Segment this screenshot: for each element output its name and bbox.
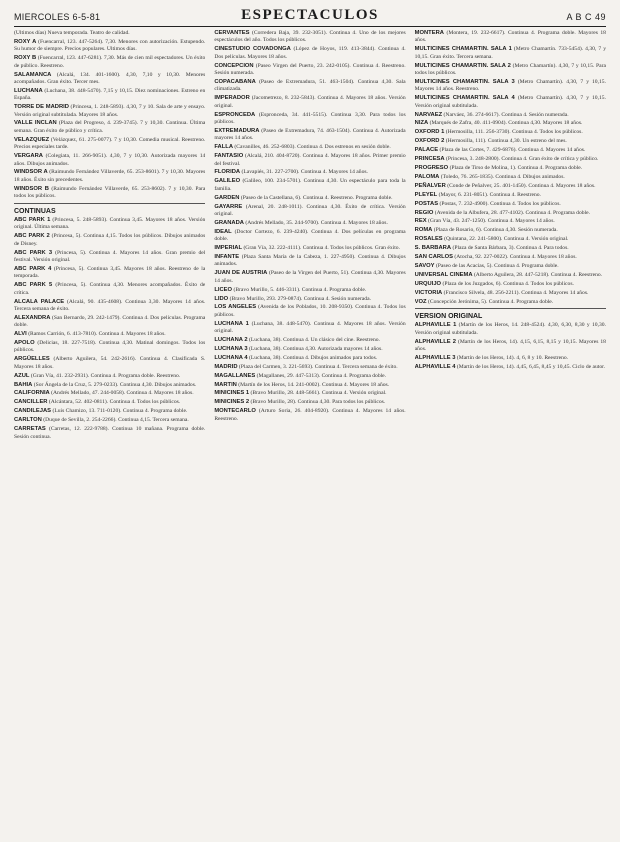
listing-entry bbox=[14, 315, 205, 330]
listing-text: (Lavapiés, 31. 227-2700). Continua 4. Mayores 14 años. bbox=[241, 169, 368, 176]
listing-entry bbox=[14, 282, 205, 297]
listing-text: (Doctor Cortezo, 6. 239-4240). Continua 4. Dos películas en programa doble. bbox=[214, 228, 406, 243]
listing-entry bbox=[415, 290, 606, 297]
venue-name: POSTAS bbox=[414, 200, 439, 207]
listing-entry bbox=[14, 390, 205, 397]
listing-text: (Paseo de Extremadura, 51. 463-1504). Continua 4,30. Sala climatizada. bbox=[214, 78, 406, 93]
venue-name: ABC PARK 3 bbox=[14, 249, 53, 256]
listing-entry bbox=[415, 192, 606, 199]
listing-text: (López de Hoyos, 119. 413-3844). Continua 4. Dos películas. Mayores 18 años. bbox=[214, 46, 406, 60]
venue-name: VOZ bbox=[414, 298, 427, 305]
venue-name: OXFORD 1 bbox=[414, 129, 445, 136]
listing-text: (Andrés Mellado, 35. 244-9700). Continua 4. Mayores 18 años. bbox=[245, 219, 388, 226]
venue-name: NIZA bbox=[414, 120, 429, 127]
listing-entry bbox=[214, 390, 405, 397]
listing-text: (Carretas, 12. 222-9788). Continua 10 mañana. Programa doble. Sesión continua. bbox=[14, 426, 206, 440]
listing-text: (Princesa, 5). Continua 4,30. Menores acompañados. Éxito de crítica. bbox=[14, 282, 206, 296]
venue-name: ALPHAVILLE 1 bbox=[414, 322, 457, 329]
listing-text: (Sor Ángela de la Cruz, 5. 279-0233). Continua 4,30. Dibujos animados. bbox=[33, 381, 197, 388]
listing-entry bbox=[214, 245, 405, 252]
venue-name: CALIFORNIA bbox=[14, 390, 50, 397]
venue-name: MADRID bbox=[214, 363, 238, 370]
venue-name: LUCHANA bbox=[14, 87, 43, 94]
listing-text: (Corredera Baja, 39. 232-3051). Continua 4. Uno de los mejores espectáculos del año. Todos los públicos. bbox=[214, 30, 406, 44]
listing-entry bbox=[214, 296, 405, 303]
listing-entry bbox=[214, 373, 405, 380]
listing-text: (Espronceda, 34. 441-5515). Continua 3,30. Para todos los públicos. bbox=[214, 111, 406, 125]
listing-text: (Raimundo Fernández Villaverde, 65. 253-8601). 7 y 10,30. Mayores 18 años. Éxito sin precedentes. bbox=[14, 169, 206, 183]
listing-text: (Martín de los Heros, 14). 4,45, 6,45, 8,45 y 10,45. Ciclo de autor. bbox=[456, 363, 606, 370]
venue-name: GAYARRE bbox=[214, 203, 243, 210]
venue-name: MARTIN bbox=[214, 381, 237, 388]
listing-entry bbox=[214, 254, 405, 269]
venue-name: PRINCESA bbox=[414, 156, 445, 163]
listing-entry bbox=[415, 254, 606, 261]
listing-entry bbox=[214, 63, 405, 78]
listings-columns bbox=[14, 30, 606, 838]
listing-entry bbox=[415, 95, 606, 110]
listing-text: (Atocha, 92. 227-0022). Continua 4. Mayores 18 años. bbox=[454, 254, 577, 261]
venue-name: GALILEO bbox=[214, 178, 241, 185]
listing-text: (Princesa, 5). Continua 3,45. Mayores 18 años. Reestreno de la temporada. bbox=[14, 265, 206, 280]
listing-entry bbox=[214, 178, 405, 193]
listing-entry bbox=[214, 169, 405, 176]
listing-text: (Metro Chamartín). 4,30, 7 y 10,15. Mayores 14 años. Reestreno. bbox=[414, 78, 606, 93]
listing-text: (Metro Chamartín. 733-5454). 4,30, 7 y 10,15. Gran éxito. Tercera semana. bbox=[414, 46, 606, 60]
venue-name: ROMA bbox=[414, 227, 433, 234]
listing-entry bbox=[415, 364, 606, 371]
listing-text: (Gran Vía, 32. 222-4111). Continua 4. Todos los públicos. Gran éxito. bbox=[243, 245, 400, 252]
listing-entry bbox=[214, 346, 405, 353]
venue-name: NARVAEZ bbox=[414, 111, 443, 118]
venue-name: CARLTON bbox=[14, 417, 42, 424]
listing-entry bbox=[214, 128, 405, 143]
listing-text: (Mayor, 6. 231-8051). Continua 4. Reestreno. bbox=[438, 191, 541, 198]
venue-name: IMPERADOR bbox=[214, 95, 250, 102]
divider bbox=[14, 203, 205, 204]
venue-name: CINESTUDIO COVADONGA bbox=[214, 46, 291, 53]
listing-entry bbox=[14, 72, 205, 87]
listing-text: (Magallanes, 29. 447-5313). Continua 4. Programa doble. bbox=[256, 372, 387, 379]
subsection-heading: CONTINUAS bbox=[14, 207, 56, 215]
listing-entry bbox=[415, 30, 606, 45]
venue-name: IDEAL bbox=[214, 228, 232, 235]
listing-entry bbox=[415, 46, 606, 61]
venue-name: CARRETAS bbox=[14, 426, 46, 433]
listing-entry bbox=[415, 218, 606, 225]
listing-entry bbox=[415, 63, 606, 78]
listing-text: (Colegiata, 11. 266-9051). 4,30, 7 y 10,30. Autorizada mayores 14 años. Dibujos animados. bbox=[14, 153, 206, 167]
listing-text: (Hermosilla, 111. 256-3730). Continua 4. Todos los públicos. bbox=[445, 129, 583, 136]
listing-text: (Alcántara, 52. 402-0811). Continua 4. Todos los públicos. bbox=[48, 399, 181, 406]
listing-text: (Marqués de Zafra, 40. 411-0904). Continua 4,30. Mayores 18 años. bbox=[429, 120, 583, 127]
listing-text: (Hermosilla, 111). Continua 4,30. Un estreno del mes. bbox=[445, 138, 567, 145]
listing-entry bbox=[14, 137, 205, 152]
venue-name: WINDSOR A bbox=[14, 169, 48, 176]
listing-entry bbox=[214, 30, 405, 45]
venue-name: LIDO bbox=[214, 295, 229, 302]
listing-text: (Alcalá, 90. 435-4608). Continua 3,30. Mayores 14 años. Tercera semana de éxito. bbox=[14, 298, 206, 312]
listing-entry bbox=[415, 339, 606, 354]
venue-name: JUAN DE AUSTRIA bbox=[214, 270, 268, 277]
listing-entry bbox=[14, 408, 205, 415]
venue-name: LICEO bbox=[214, 286, 233, 293]
listing-text: (Princesa, 5). Continua 4. Mayores 14 años. Gran premio del festival. Versión original. bbox=[14, 249, 206, 263]
listing-entry bbox=[214, 153, 405, 168]
listing-text: (Plaza de Tirso de Molina, 1). Continua 4. Programa doble. bbox=[449, 165, 583, 171]
listing-text: (Bravo Murillo, 5. 446-3311). Continua 4. Programa doble. bbox=[233, 286, 367, 293]
venue-name: PLEYEL bbox=[414, 191, 438, 198]
listing-text: (Luchana, 38). Continua 4,30. Autorizada mayores 14 años. bbox=[249, 345, 383, 352]
listing-text: (Francisco Silvela, 48. 256-2211). Continua 4. Mayores 14 años. bbox=[443, 289, 589, 296]
listing-entry bbox=[415, 236, 606, 243]
paper-name-page-number: A B C 49 bbox=[566, 12, 606, 22]
listing-entry bbox=[14, 426, 205, 441]
listing-entry bbox=[415, 201, 606, 208]
venue-name: APOLO bbox=[14, 340, 35, 347]
venue-name: PEÑALVER bbox=[414, 182, 446, 189]
listing-entry bbox=[14, 217, 205, 232]
venue-name: MONTECARLO bbox=[214, 408, 256, 415]
listing-entry bbox=[214, 144, 405, 151]
venue-name: FLORIDA bbox=[214, 169, 241, 176]
issue-date: MIERCOLES 6-5-81 bbox=[14, 12, 101, 22]
listing-entry bbox=[214, 408, 405, 423]
listing-entry bbox=[214, 270, 405, 285]
listing-entry bbox=[14, 331, 205, 338]
venue-name: ALPHAVILLE 2 bbox=[414, 338, 456, 345]
listing-entry bbox=[214, 321, 405, 336]
listing-text: (Ultimos días) Nueva temporada. Teatro de calidad. bbox=[14, 30, 130, 36]
venue-name: WINDSOR B bbox=[14, 185, 49, 192]
venue-name: SALAMANCA bbox=[14, 71, 52, 78]
listing-entry bbox=[415, 227, 606, 234]
venue-name: VALLE INCLAN bbox=[14, 120, 57, 127]
listing-entry bbox=[14, 153, 205, 168]
venue-name: SAVOY bbox=[414, 262, 435, 269]
listing-text: (Fuencarral, 123. 447-5264). 7,30. Menores con autorización. Estupendo. Su humor de siempre. Precios populares. Ultimos días. bbox=[14, 38, 206, 53]
listing-entry bbox=[14, 417, 205, 424]
listing-entry bbox=[14, 233, 205, 248]
listing-entry bbox=[214, 204, 405, 219]
listing-text: (Paseo Virgen del Puerto, 23. 242-0105). Continua 4. Reestreno. Sesión numerada. bbox=[214, 62, 406, 77]
venue-name: TORRE DE MADRID bbox=[14, 104, 69, 111]
venue-name: ALVI bbox=[14, 331, 27, 338]
listing-entry bbox=[415, 156, 606, 163]
listing-text: (Avenida de la Albufera, 28. 477-4102). Continua 4. Programa doble. bbox=[434, 209, 590, 216]
venue-name: MULTICINES CHAMARTIN. SALA 2 bbox=[414, 62, 511, 69]
listing-text: (Narváez, 36. 274-6617). Continua 4. Sesión numerada. bbox=[443, 111, 569, 118]
listing-entry bbox=[214, 95, 405, 110]
listing-text: (Gran Vía, 43. 247-1250). Continua 4. Mayores 14 años. bbox=[427, 218, 555, 225]
venue-name: CERVANTES bbox=[214, 30, 250, 36]
venue-name: MINICINES 2 bbox=[214, 399, 250, 406]
listing-entry bbox=[14, 373, 205, 380]
listing-text: (Princesa, 1. 248-5893). 4,30, 7 y 10. Sala de arte y ensayo. Versión original subtitulada. Mayores 18 años. bbox=[14, 104, 206, 118]
listing-text: (Princesa, 3. 248-2800). Continua 4. Gran éxito de crítica y público. bbox=[446, 156, 599, 163]
listing-text: (Plaza de Santa Bárbara, 3). Continua 4. Para todos. bbox=[452, 245, 569, 252]
listing-entry bbox=[14, 55, 205, 70]
venue-name: FALLA bbox=[214, 144, 234, 151]
listing-entry bbox=[14, 39, 205, 54]
listing-entry bbox=[214, 229, 405, 244]
listing-text: (Delicias, 18. 227-7518). Continua 4,30. Matinal domingos. Todos los públicos. bbox=[14, 340, 206, 354]
listing-text: (Plaza del Progreso, 4. 239-3745). 7 y 10,30. Continua. Última semana. Gran éxito de público y crítica. bbox=[14, 120, 206, 134]
listing-text: (Paseo de Extremadura, 74. 463-1504). Continua 4. Autorizada mayores 14 años. bbox=[214, 127, 406, 142]
listing-entry bbox=[214, 364, 405, 371]
listing-entry bbox=[14, 169, 205, 184]
listing-entry bbox=[415, 120, 606, 127]
listing-entry bbox=[415, 138, 606, 145]
listing-entry bbox=[14, 88, 205, 103]
listing-text: (Cavanilles, 46. 252-6803). Continua 4. Dos estrenos en sesión doble. bbox=[234, 144, 391, 151]
listing-entry bbox=[415, 355, 606, 362]
venue-name: S. BARBARA bbox=[414, 245, 452, 252]
listing-text: (Ramos Carrión, 6. 413-7810). Continua 4. Mayores 18 años. bbox=[28, 331, 166, 338]
venue-name: VICTORIA bbox=[414, 289, 443, 296]
venue-name: GRANADA bbox=[214, 219, 244, 226]
venue-name: ABC PARK 2 bbox=[14, 233, 50, 240]
listing-entry bbox=[14, 120, 205, 135]
listing-entry bbox=[415, 322, 606, 337]
column-3 bbox=[415, 30, 606, 838]
venue-name: ROXY A bbox=[14, 38, 37, 45]
venue-name: ALPHAVILLE 4 bbox=[414, 363, 456, 370]
listing-text: (Metro Chamartín). 4,30, 7 y 10,15. Versión original subtitulada. bbox=[414, 95, 606, 109]
listing-text: (Martín de los Heros, 14). 4,15, 6,15, 8,15 y 10,15. Mayores 18 años. bbox=[414, 338, 606, 353]
listing-entry bbox=[214, 287, 405, 294]
venue-name: LUCHANA 4 bbox=[214, 354, 248, 361]
listing-text: (Gran Vía, 41. 232-2931). Continua 4. Programa doble. Reestreno. bbox=[30, 372, 181, 379]
listing-text: (Plaza de los Juzgados, 6). Continua 4. Todos los públicos. bbox=[442, 280, 574, 287]
listing-text: (Bravo Murillo, 28. 448-5661). Continua 4. Versión original. bbox=[250, 390, 387, 397]
listing-text: (Princesa, 5). Continua 4,15. Todos los públicos. Dibujos animados de Disney. bbox=[14, 233, 206, 247]
listing-entry bbox=[14, 399, 205, 406]
listing-text: (Arturo Soria, 26. 404-8920). Continua 4. Mayores 14 años. Reestreno. bbox=[214, 408, 406, 422]
listing-entry bbox=[415, 183, 606, 190]
venue-name: BAHIA bbox=[14, 381, 33, 388]
listing-entry bbox=[415, 147, 606, 154]
column-2 bbox=[214, 30, 405, 838]
venue-name: SAN CARLOS bbox=[414, 254, 453, 261]
listing-entry bbox=[214, 382, 405, 389]
listing-text: (Alberto Aguilera, 28. 447-5218). Continua 4. Reestreno. bbox=[473, 271, 603, 278]
venue-name: REX bbox=[414, 218, 427, 225]
listing-text: (Martín de los Heros, 14. 248-4524). 4,30, 6,30, 8,30 y 10,30. Versión original subtitulada. bbox=[414, 322, 606, 336]
listing-text: (Raimundo Fernández Villaverde, 65. 253-8602). 7 y 10,30. Para todos los públicos. bbox=[14, 185, 206, 200]
listing-text: (Toledo, 76. 265-1835). Continua 4. Dibujos animados. bbox=[440, 173, 565, 180]
listing-text: (Martín de los Heros, 14). 4, 6, 8 y 10. Reestreno. bbox=[456, 355, 569, 362]
listing-text: (Luchana, 38. 448-5470). Continua 4. Mayores 18 años. Versión original. bbox=[214, 320, 406, 335]
venue-name: CONCEPCION bbox=[214, 62, 254, 69]
venue-name: ESPRONCEDA bbox=[214, 111, 256, 118]
venue-name: LOS ANGELES bbox=[214, 304, 257, 311]
venue-name: LUCHANA 1 bbox=[214, 320, 249, 327]
listing-text: (Metro Chamartín). 4,30, 7 y 10,15. Para todos los públicos. bbox=[414, 62, 606, 77]
listing-entry bbox=[214, 304, 405, 319]
column-1 bbox=[14, 30, 205, 838]
listing-entry bbox=[214, 220, 405, 227]
section-title: ESPECTACULOS bbox=[241, 7, 379, 23]
listing-text: (Princesa, 5. 248-5893). Continua 3,45. Mayores 18 años. Versión original. Última semana. bbox=[14, 216, 206, 231]
listing-text: (Luis Chamizo, 13. 711-0120). Continua 4. Programa doble. bbox=[52, 408, 188, 415]
listing-entry bbox=[415, 245, 606, 252]
listing-entry bbox=[14, 340, 205, 355]
venue-name: ARGÜELLES bbox=[14, 356, 50, 363]
venue-name: REGIO bbox=[414, 209, 434, 216]
listing-text: (Paseo de la Virgen del Puerto, 51). Continua 4,30. Mayores 14 años. bbox=[214, 270, 406, 284]
listing-entry bbox=[14, 266, 205, 281]
listing-entry bbox=[214, 337, 405, 344]
listing-text: (Alcalá, 210. 404-8720). Continua 4. Mayores 18 años. Primer premio del festival. bbox=[214, 153, 406, 167]
listing-entry bbox=[14, 104, 205, 119]
listing-entry bbox=[214, 112, 405, 127]
listing-entry bbox=[14, 186, 205, 201]
venue-name: ALEXANDRA bbox=[14, 314, 51, 321]
listing-entry bbox=[415, 165, 606, 172]
listing-text: (Paseo de la Castellana, 6). Continua 4. Reestreno. Programa doble. bbox=[240, 194, 393, 201]
venue-name: ALCALA PALACE bbox=[14, 298, 65, 305]
listing-entry bbox=[214, 355, 405, 362]
venue-name: IMPERIAL bbox=[214, 245, 243, 252]
venue-name: MONTERA bbox=[414, 30, 444, 36]
listing-entry bbox=[415, 129, 606, 136]
listing-text: (Plaza Santa María de la Cabeza, 1. 227-4950). Continua 4. Dibujos animados. bbox=[214, 253, 406, 268]
listing-text: (Alberto Aguilera, 54. 242-2616). Continua 4. Clasificada S. Mayores 18 años. bbox=[14, 356, 206, 370]
listing-text: (Paseo de las Acacias, 5). Continua 4. Programa doble. bbox=[435, 262, 559, 269]
listing-text: (Postas, 7. 232-4900). Continua 4. Todos los públicos. bbox=[439, 200, 561, 207]
listing-text: (Galileo, 100. 234-5701). Continua 4,30. Un espectáculo para toda la familia. bbox=[214, 178, 406, 192]
venue-name: CANDILEJAS bbox=[14, 408, 52, 415]
listing-text: (Luchana, 38). Continua 4. Dibujos animados para todos. bbox=[249, 354, 378, 361]
venue-name: AZUL bbox=[14, 372, 30, 379]
listing-entry bbox=[415, 299, 606, 306]
venue-name: LUCHANA 2 bbox=[214, 337, 248, 344]
listing-text: (Avenida de los Poblados, 10. 208-9350). Continua 4. Todos los públicos. bbox=[214, 304, 406, 318]
listing-text: (San Bernardo, 29. 242-1479). Continua 4. Dos películas. Programa doble. bbox=[14, 314, 206, 329]
venue-name: ABC PARK 5 bbox=[14, 282, 53, 289]
venue-name: ROXY B bbox=[14, 55, 37, 62]
venue-name: MINICINES 1 bbox=[214, 390, 250, 397]
listing-entry bbox=[14, 382, 205, 389]
listing-text: (Bravo Murillo, 293. 279-0874). Continua 4. Sesión numerada. bbox=[229, 295, 371, 302]
venue-name: ABC PARK 1 bbox=[14, 216, 51, 223]
listing-text: (Bravo Murillo, 28). Continua 4,30. Para todos los públicos. bbox=[250, 399, 386, 406]
listing-entry bbox=[415, 79, 606, 94]
listing-entry bbox=[415, 281, 606, 288]
listing-text: (Montera, 19. 232-6617). Continua 4. Programa doble. Mayores 18 años. bbox=[414, 30, 606, 44]
listing-entry bbox=[14, 250, 205, 265]
listing-text: (Martín de los Heros, 14. 241-0002). Continua 4. Mayores 18 años. bbox=[238, 381, 390, 388]
venue-name: ALPHAVILLE 3 bbox=[414, 355, 456, 362]
listing-entry bbox=[14, 30, 205, 37]
listing-entry bbox=[14, 356, 205, 371]
venue-name: INFANTE bbox=[214, 253, 240, 260]
venue-name: MULTICINES CHAMARTIN. SALA 3 bbox=[414, 78, 515, 85]
venue-name: URQUIJO bbox=[414, 280, 442, 287]
listing-text: (Alcalá, 134. 401-1600). 4,30, 7,10 y 10,30. Menores acompañados. Gran éxito. Tercer mes. bbox=[14, 71, 206, 85]
listing-text: (Andrés Mellado, 47. 244-0058). Continua 4. Mayores 18 años. bbox=[51, 390, 194, 397]
listing-text: (Duque de Sevilla, 2. 254-2266). Continua 4,15. Tercera semana. bbox=[43, 417, 189, 424]
venue-name: PALOMA bbox=[414, 173, 440, 180]
listing-entry bbox=[214, 195, 405, 202]
venue-name: CANCILLER bbox=[14, 399, 48, 406]
venue-name: ROSALES bbox=[414, 236, 443, 243]
listing-text: (Fuencarral, 123. 447-6281). 7,30. Más de cien mil espectadores. Un éxito de público. Reestreno. bbox=[14, 55, 206, 69]
listing-entry bbox=[415, 263, 606, 270]
listing-entry bbox=[415, 210, 606, 217]
divider bbox=[415, 308, 606, 309]
venue-name: MAGALLANES bbox=[214, 372, 256, 379]
venue-name: ABC PARK 4 bbox=[14, 265, 52, 272]
page-header bbox=[14, 2, 606, 27]
venue-name: VERGARA bbox=[14, 153, 43, 160]
venue-name: PROGRESO bbox=[414, 165, 449, 171]
listing-text: (Plaza de las Cortes, 7. 429-6876). Continua 4. Mayores 14 años. bbox=[439, 147, 586, 154]
venue-name: OXFORD 2 bbox=[414, 138, 445, 145]
listing-text: (Jacometrezo, 8. 232-5843). Continua 4. Mayores 18 años. Versión original. bbox=[214, 95, 406, 109]
listing-text: (Velázquez, 61. 275-0077). 7 y 10,30. Comedia musical. Reestreno. Precios especiales tarde. bbox=[14, 136, 206, 151]
venue-name: LUCHANA 3 bbox=[214, 345, 248, 352]
venue-name: VELAZQUEZ bbox=[14, 136, 50, 143]
venue-name: MULTICINES CHAMARTIN. SALA 1 bbox=[414, 46, 512, 53]
venue-name: UNIVERSAL CINEMA bbox=[414, 271, 473, 278]
subsection-heading: VERSION ORIGINAL bbox=[414, 313, 483, 320]
listing-entry bbox=[415, 272, 606, 279]
venue-name: PALACE bbox=[414, 147, 439, 154]
venue-name: MULTICINES CHAMARTIN. SALA 4 bbox=[414, 95, 515, 102]
listing-text: (Quintana, 22. 241-5800). Continua 4. Versión original. bbox=[444, 236, 569, 243]
listing-text: (Luchana, 38). Continua 4. Un clásico del cine. Reestreno. bbox=[249, 337, 380, 344]
listing-entry bbox=[214, 79, 405, 94]
listing-text: (Concepción Jerónima, 5). Continua 4. Programa doble. bbox=[427, 298, 554, 305]
listing-text: (Conde de Peñalver, 25. 401-1450). Continua 4. Mayores 18 años. bbox=[447, 182, 596, 189]
listing-text: (Plaza de Rosario, 6). Continua 4,30. Sesión numerada. bbox=[433, 227, 558, 234]
listing-entry bbox=[214, 399, 405, 406]
listing-entry bbox=[415, 112, 606, 119]
venue-name: EXTREMADURA bbox=[214, 127, 260, 134]
listing-text: (Plaza del Carmen, 3. 221-5693). Continua 4. Tercera semana de éxito. bbox=[238, 363, 398, 370]
venue-name: COPACABANA bbox=[214, 78, 256, 85]
listing-entry bbox=[14, 299, 205, 314]
listing-entry bbox=[415, 174, 606, 181]
listing-text: (Luchana, 38. 448-5470). 7,15 y 10,15. Diez nominaciones. Estreno en España. bbox=[14, 87, 206, 102]
listing-text: (Arenal, 20. 248-1011). Continua 4,30. Éxito de crítica. Versión original. bbox=[214, 203, 406, 217]
venue-name: GARDEN bbox=[214, 194, 240, 201]
listing-entry bbox=[214, 46, 405, 61]
venue-name: FANTASIO bbox=[214, 153, 244, 160]
